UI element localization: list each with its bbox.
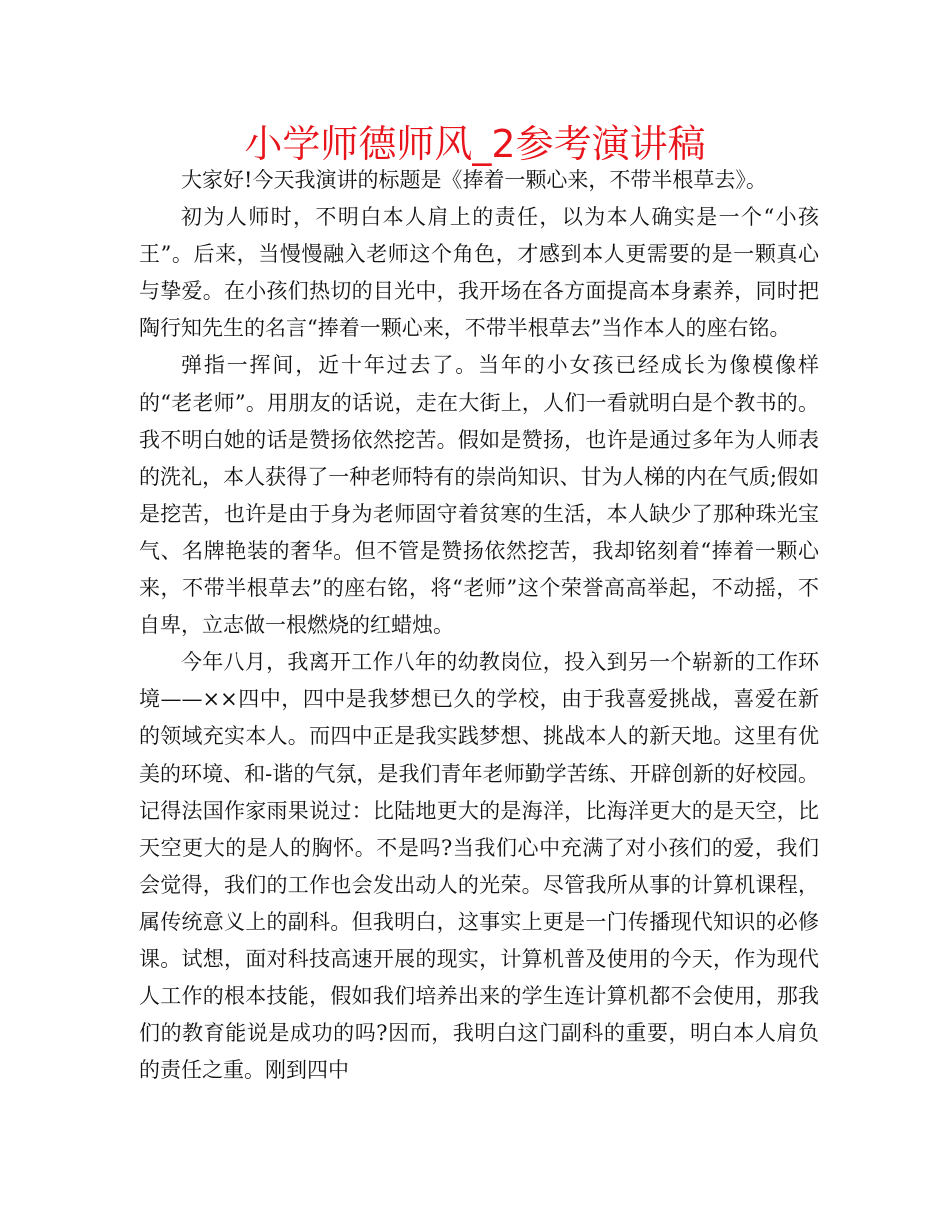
document-body <box>139 162 819 1089</box>
paragraph-first-teacher: 初为人师时，不明白本人肩上的责任，以为本人确实是一个“小孩王”。后来，当慢慢融入老师这个角色，才感到本人更需要的是一颗真心与挚爱。在小孩们热切的目光中，我开场在各方面提高本身素养，同时把陶行知先生的名言“捧着一颗心来，不带半根草去”当作本人的座右铭。 <box>139 205 819 341</box>
paragraph-august: 今年八月，我离开工作八年的幼教岗位，投入到另一个崭新的工作环境——××四中，四中是我梦想已久的学校，由于我喜爱挑战，喜爱在新的领域充实本人。而四中正是我实践梦想、挑战本人的新天地。这里有优美的环境、和-谐的气氛，是我们青年老师勤学苦练、开辟创新的好校园。记得法国作家雨果说过：比陆地更大的是海洋，比海洋更大的是天空，比天空更大的是人的胸怀。不是吗?当我们心中充满了对小孩们的爱，我们会觉得，我们的工作也会发出动人的光荣。尽管我所从事的计算机课程，属传统意义上的副科。但我明白，这事实上更是一门传播现代知识的必修课。试想，面对科技高速开展的现实，计算机普及使用的今天，作为现代人工作的根本技能，假如我们培养出来的学生连计算机都不会使用，那我们的教育能说是成功的吗?因而，我明白这门副科的重要，明白本人肩负的责任之重。刚到四中 <box>139 650 819 1083</box>
document-title: 小学师德师风_2参考演讲稿 <box>244 122 706 166</box>
paragraph-greeting: 大家好!今天我演讲的标题是《捧着一颗心来，不带半根草去》。 <box>181 168 767 192</box>
paragraph-ten-years: 弹指一挥间，近十年过去了。当年的小女孩已经成长为像模像样的“老老师”。用朋友的话说，走在大街上，人们一看就明白是个教书的。我不明白她的话是赞扬依然挖苦。假如是赞扬，也许是通过多年为人师表的洗礼，本人获得了一种老师特有的崇尚知识、甘为人梯的内在气质;假如是挖苦，也许是由于身为老师固守着贫寒的生活，本人缺少了那种珠光宝气、名牌艳装的奢华。但不管是赞扬依然挖苦，我却铭刻着“捧着一颗心来，不带半根草去”的座右铭，将“老师”这个荣誉高高举起，不动摇，不自卑，立志做一根燃烧的红蜡烛。 <box>139 353 819 638</box>
